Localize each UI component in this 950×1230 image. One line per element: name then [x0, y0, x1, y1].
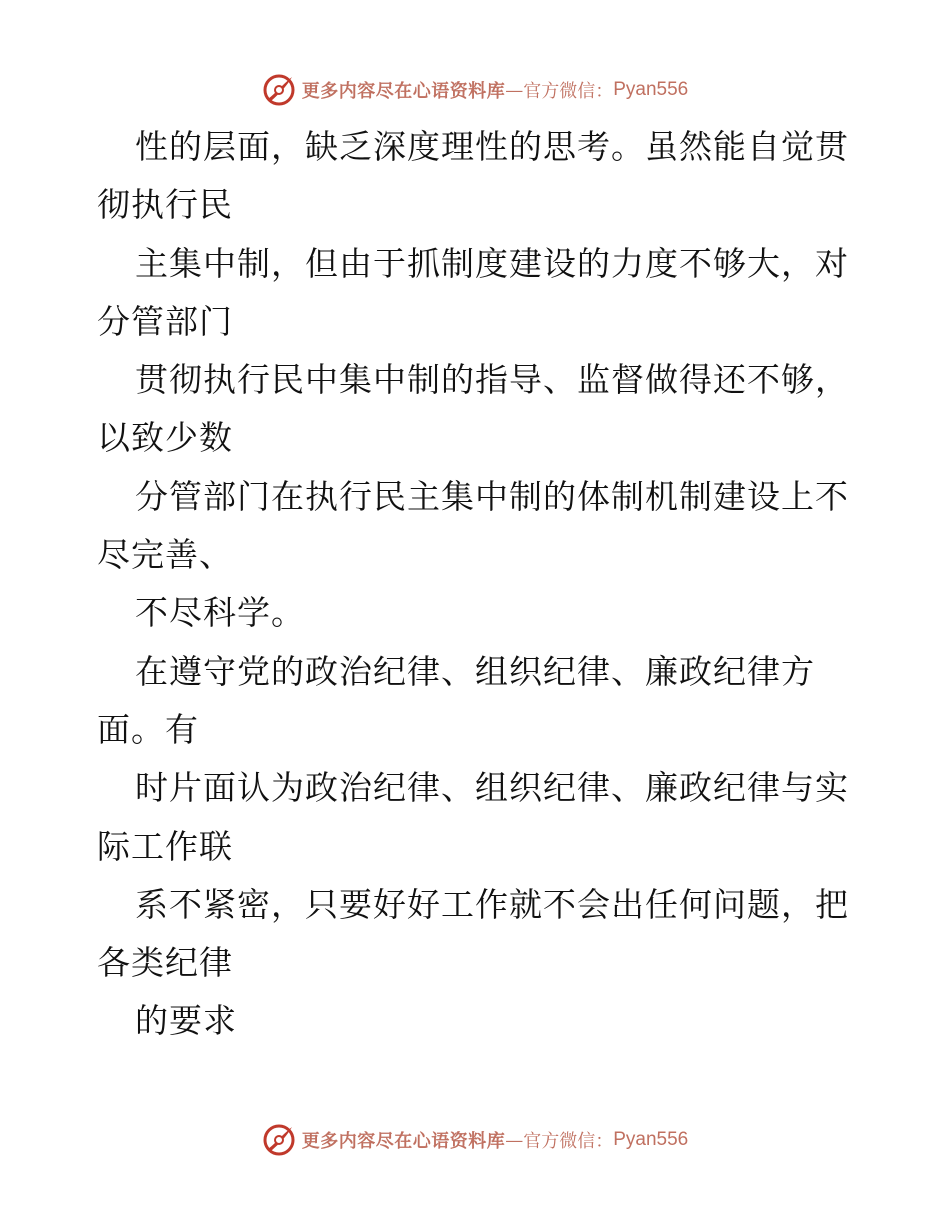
watermark-wechat-id: Pyan556 — [613, 1129, 689, 1150]
watermark-brand: 更多内容尽在心语资料库 — [301, 81, 506, 102]
document-body — [97, 118, 857, 1051]
body-line: 分管部门 — [97, 301, 233, 341]
watermark-wechat-id: Pyan556 — [613, 79, 689, 100]
quill-logo-icon — [262, 73, 296, 107]
quill-logo-icon — [262, 1123, 296, 1157]
body-line: 主集中制，但由于抓制度建设的力度不够大，对 — [135, 243, 849, 283]
body-line: 的要求 — [135, 1001, 237, 1041]
body-line: 以致少数 — [97, 418, 233, 458]
watermark-official-label: 官方微信： — [523, 1131, 614, 1152]
body-line: 不尽科学。 — [135, 593, 305, 633]
body-line: 系不紧密，只要好好工作就不会出任何问题，把 — [135, 884, 849, 924]
body-line: 性的层面，缺乏深度理性的思考。虽然能自觉贯 — [135, 127, 849, 166]
body-line: 贯彻执行民中集中制的指导、监督做得还不够， — [135, 360, 849, 400]
body-line: 在遵守党的政治纪律、组织纪律、廉政纪律方 — [135, 651, 815, 691]
body-line: 彻执行民 — [97, 185, 233, 225]
watermark-dash: — — [505, 79, 524, 101]
watermark-dash: — — [505, 1129, 524, 1151]
footer-watermark — [0, 1122, 950, 1158]
body-line: 际工作联 — [97, 826, 233, 866]
body-line: 尽完善、 — [97, 535, 233, 575]
watermark-brand: 更多内容尽在心语资料库 — [301, 1131, 506, 1152]
body-line: 时片面认为政治纪律、组织纪律、廉政纪律与实 — [135, 768, 849, 808]
body-line: 面。有 — [97, 709, 199, 749]
header-watermark — [0, 72, 950, 108]
body-line: 各类纪律 — [97, 943, 233, 983]
body-line: 分管部门在执行民主集中制的体制机制建设上不 — [135, 476, 849, 516]
watermark-official-label: 官方微信： — [523, 81, 614, 102]
